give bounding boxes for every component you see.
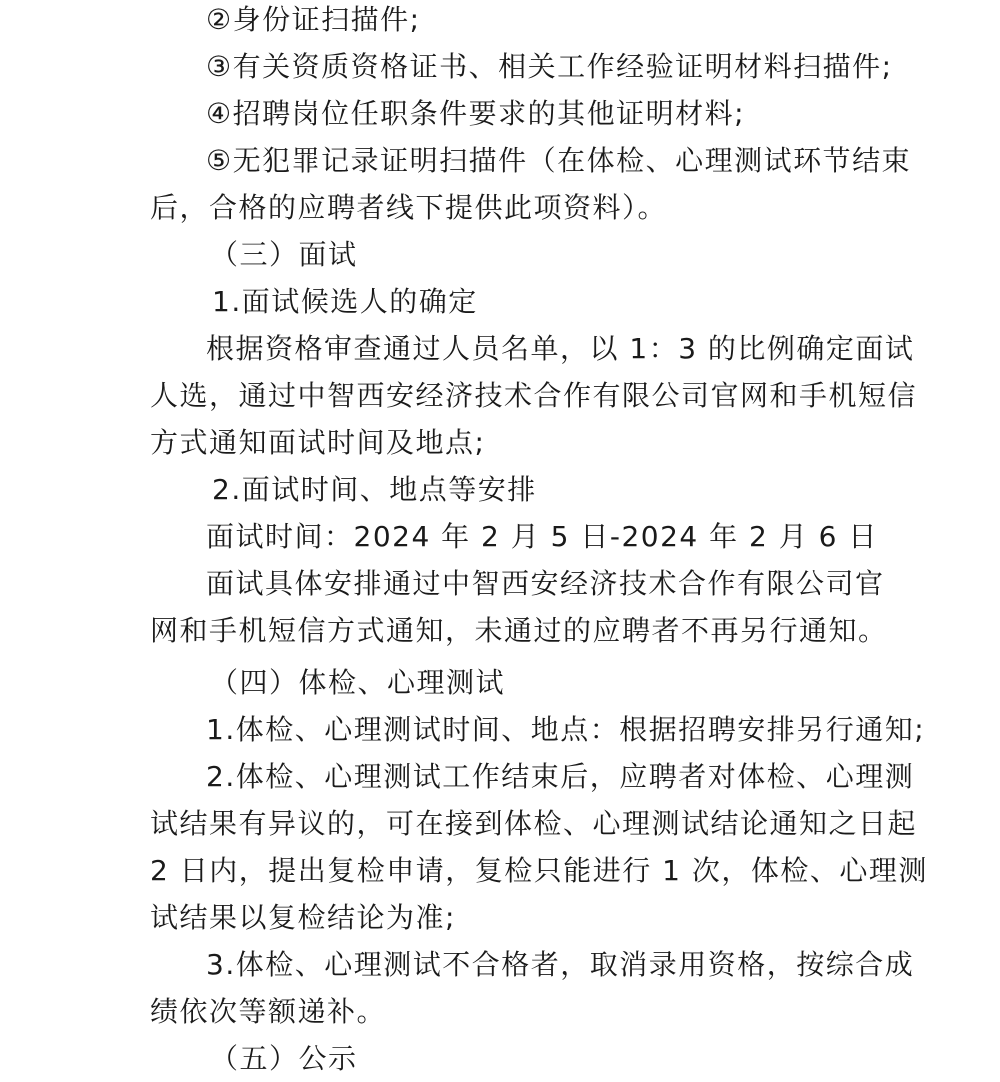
section-heading-medical: （四）体检、心理测试	[210, 666, 506, 699]
doc-line-10: 方式通知面试时间及地点;	[150, 426, 486, 459]
doc-line-21: 3.体检、心理测试不合格者，取消录用资格，按综合成	[206, 948, 915, 981]
doc-line-4: ⑤无犯罪记录证明扫描件（在体检、心理测试环节结束	[206, 144, 912, 177]
doc-line-16: 1.体检、心理测试时间、地点：根据招聘安排另行通知;	[206, 713, 926, 746]
doc-line-13: 面试具体安排通过中智西安经济技术合作有限公司官	[206, 567, 885, 600]
doc-line-3: ④招聘岗位任职条件要求的其他证明材料;	[206, 97, 746, 130]
doc-line-19: 2 日内，提出复检申请，复检只能进行 1 次，体检、心理测	[150, 854, 928, 887]
doc-line-20: 试结果以复检结论为准;	[150, 901, 456, 934]
doc-line-18: 试结果有异议的，可在接到体检、心理测试结论通知之日起	[150, 807, 918, 840]
doc-line-9: 人选，通过中智西安经济技术合作有限公司官网和手机短信	[150, 379, 918, 412]
doc-line-11: 2.面试时间、地点等安排	[212, 473, 537, 506]
doc-line-22: 绩依次等额递补。	[150, 995, 387, 1028]
section-heading-publicity: （五）公示	[210, 1042, 358, 1075]
doc-line-8: 根据资格审查通过人员名单，以 1：3 的比例确定面试	[206, 332, 915, 365]
section-heading-interview: （三）面试	[210, 238, 358, 271]
doc-line-5: 后，合格的应聘者线下提供此项资料）。	[150, 191, 668, 224]
doc-line-12: 面试时间：2024 年 2 月 5 日-2024 年 2 月 6 日	[206, 520, 878, 553]
doc-line-7: 1.面试候选人的确定	[212, 285, 478, 318]
doc-line-17: 2.体检、心理测试工作结束后，应聘者对体检、心理测	[206, 760, 915, 793]
doc-line-1: ②身份证扫描件;	[206, 3, 421, 36]
doc-line-14: 网和手机短信方式通知，未通过的应聘者不再另行通知。	[150, 614, 888, 647]
doc-line-2: ③有关资质资格证书、相关工作经验证明材料扫描件;	[206, 50, 893, 83]
